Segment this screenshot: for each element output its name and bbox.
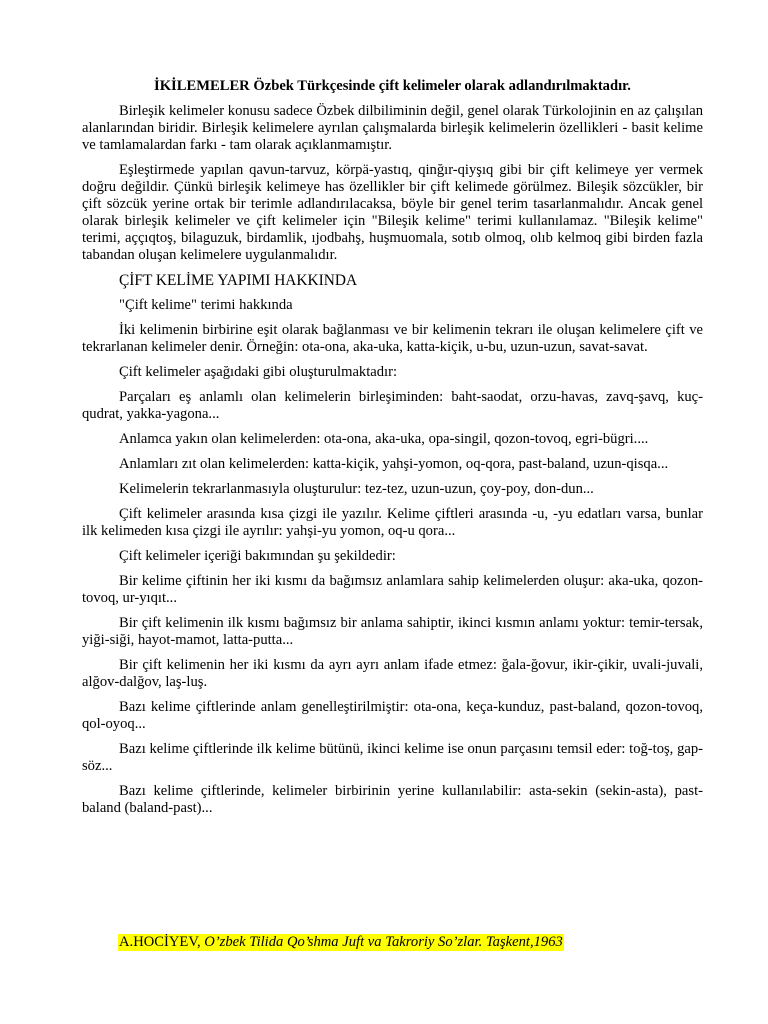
page-title — [82, 78, 703, 95]
document-page — [82, 78, 703, 825]
section-heading: ÇİFT KELİME YAPIMI HAKKINDA — [119, 272, 358, 289]
citation-author: A.HOCİYEV, — [119, 934, 205, 950]
paragraph: Çift kelimeler aşağıdaki gibi oluşturulmaktadır: — [119, 364, 398, 380]
title-term: İKİLEMELER — [154, 78, 250, 94]
paragraph: İki kelimenin birbirine eşit olarak bağlanması ve bir kelimenin tekrarı ile oluşan kelimelere çift ve tekrarlanan kelimeler denir. Örneğin: ota-ona, aka-uka, katta-kiçik, u-bu, uzun-uzun, savat-savat. — [82, 322, 703, 355]
paragraph: Bir çift kelimenin her iki kısmı da ayrı ayrı anlam ifade etmez: ğala-ğovur, ikir-çikir, uvali-juvali, alğov-dalğov, laş-luş. — [82, 657, 703, 690]
paragraph: Bazı kelime çiftlerinde, kelimeler birbirinin yerine kullanılabilir: asta-sekin (sekin-asta), past-baland (baland-past)... — [82, 783, 703, 816]
subheading: "Çift kelime" terimi hakkında — [119, 297, 293, 313]
paragraph: Kelimelerin tekrarlanmasıyla oluşturulur: tez-tez, uzun-uzun, çoy-poy, don-dun... — [119, 481, 594, 497]
paragraph: Eşleştirmede yapılan qavun-tarvuz, körpä-yastıq, qinğır-qiyşıq gibi bir çift kelimeye yer vermek doğru değildir. Çünkü birleşik kelimeye has özellikler bir çift kelimede görülmez. Bileşik sözcükler, bir çift sözcük yerine ortak bir terimle adlandırılacaksa, böyle bir genel terim tasarlanmalıdır. Ancak genel olarak birleşik kelimeler ve çift kelimeler için "Bileşik kelime" terimi kullanılamaz. "Bileşik kelime" terimi, aççıqtoş, bilaguzuk, birdamlik, ıjodbahş, huşmuomala, sotıb olmoq, olıb kelmoq gibi birden fazla tabandan oluşan kelimelere uygulanmalıdır. — [82, 162, 703, 263]
paragraph: Bir kelime çiftinin her iki kısmı da bağımsız anlamlara sahip kelimelerden oluşur: aka-uka, qozon-tovoq, ur-yıqıt... — [82, 573, 703, 606]
paragraph: Parçaları eş anlamlı olan kelimelerin birleşiminden: baht-saodat, orzu-havas, zavq-şavq, kuç-qudrat, yakka-yagona... — [82, 389, 703, 422]
paragraph: Anlamları zıt olan kelimelerden: katta-kiçik, yahşi-yomon, oq-qora, past-baland, uzun-qisqa... — [119, 456, 669, 472]
paragraph: Bir çift kelimenin ilk kısmı bağımsız bir anlama sahiptir, ikinci kısmın anlamı yoktur: temir-tersak, yiği-siği, hayot-mamot, latta-putta... — [82, 615, 703, 648]
citation-work: O’zbek Tilida Qo’shma Juft va Takroriy So’zlar. Taşkent,1963 — [204, 934, 563, 950]
paragraph: Bazı kelime çiftlerinde anlam genelleştirilmiştir: ota-ona, keça-kunduz, past-baland, qozon-tovoq, qol-oyoq... — [82, 699, 703, 732]
paragraph: Çift kelimeler içeriği bakımından şu şekildedir: — [119, 548, 396, 564]
paragraph: Bazı kelime çiftlerinde ilk kelime bütünü, ikinci kelime ise onun parçasını temsil eder: toğ-toş, gap-söz... — [82, 741, 703, 774]
citation-footer — [118, 934, 564, 951]
paragraph: Anlamca yakın olan kelimelerden: ota-ona, aka-uka, opa-singil, qozon-tovoq, egri-bügri.... — [119, 431, 649, 447]
paragraph: Çift kelimeler arasında kısa çizgi ile yazılır. Kelime çiftleri arasında -u, -yu edatları varsa, bunlar ilk kelimeden kısa çizgi ile ayrılır: yahşi-yu yomon, oq-u qora... — [82, 506, 703, 539]
paragraph: Birleşik kelimeler konusu sadece Özbek dilbiliminin değil, genel olarak Türkolojinin en az çalışılan alanlarından biridir. Birleşik kelimelere ayrılan çalışmalarda birleşik kelimelerin özellikleri - basit kelime ve tamlamalardan farkı - tam olarak açıklanmamıştır. — [82, 103, 703, 153]
title-subtitle: Özbek Türkçesinde çift kelimeler olarak adlandırılmaktadır. — [249, 78, 631, 94]
